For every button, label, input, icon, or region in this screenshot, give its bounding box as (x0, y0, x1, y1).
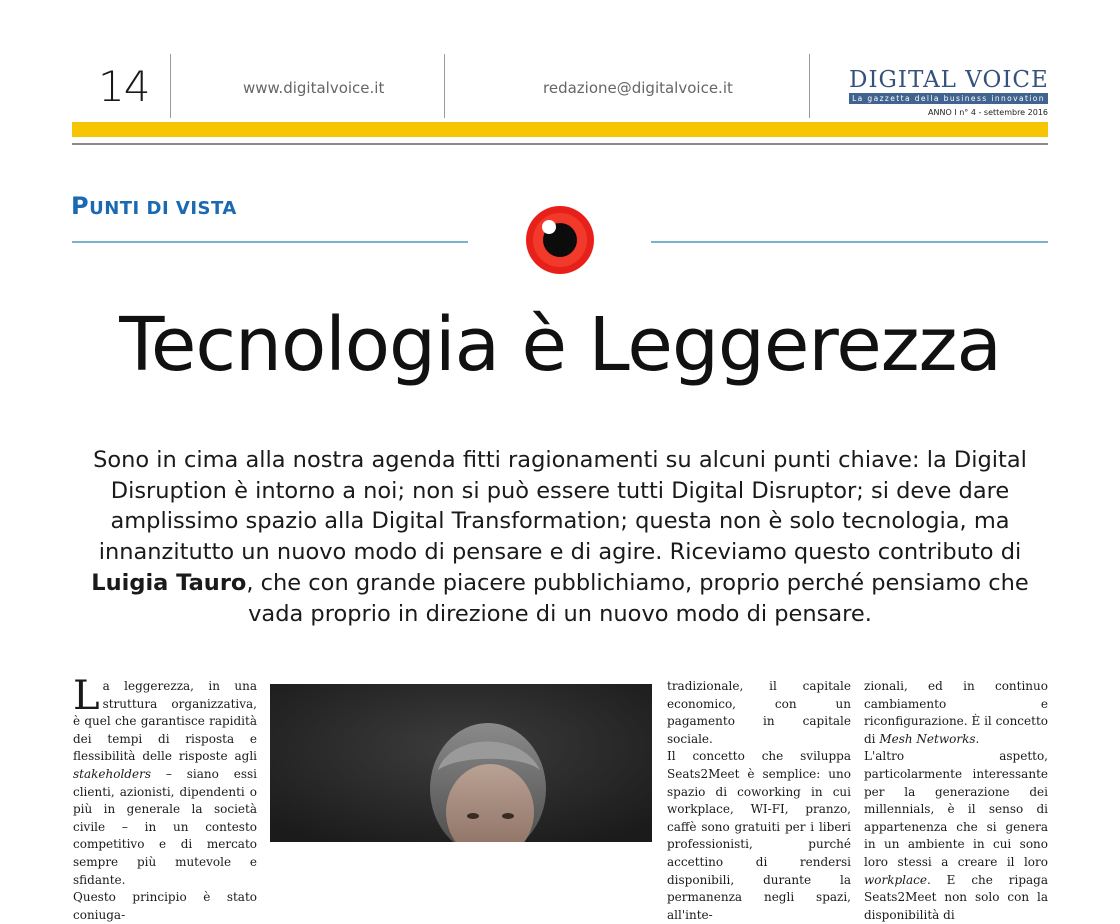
body-paragraph: tradizionale, il capitale economico, con un pagamento in capitale sociale. (667, 679, 851, 746)
header-divider (170, 54, 171, 118)
portrait-image (270, 684, 652, 842)
logo-tagline: La gazzetta della business innovation (849, 93, 1048, 104)
section-rule-right (651, 241, 1048, 243)
header-divider (809, 54, 810, 118)
body-column-1 (73, 673, 257, 924)
body-emphasis: stakeholders (73, 766, 151, 781)
section-label (71, 192, 237, 220)
body-text: a leggerezza, in una struttura organizzativa, è quel che garantisce rapidità dei tempi di risposta e flessibilità delle risposte agli (73, 679, 257, 764)
section-label-rest: UNTI DI VISTA (89, 198, 237, 219)
page-number: 14 (98, 62, 150, 111)
website-link[interactable]: www.digitalvoice.it (243, 79, 385, 97)
section-rule-left (72, 241, 468, 243)
drop-cap: L (73, 673, 100, 719)
eye-icon (525, 205, 595, 275)
body-text: – siano essi clienti, azionisti, dipendenti o più in generale la società civile – in un contesto competitivo e di mercato sempre più mutevole e sfidante. (73, 766, 257, 887)
body-paragraph: Il concetto che sviluppa Seats2Meet è semplice: uno spazio di coworking in cui workplace, WI-FI, pranzo, caffè sono gratuiti per i liberi professionisti, purché accettino di rendersi disponibili, durante la permanenza negli spazi, all'inte- (667, 749, 851, 922)
article-lead (70, 445, 1050, 629)
article-title: Tecnologia è Leggerezza (119, 302, 1001, 388)
body-text: . (975, 731, 980, 746)
header-rule (72, 143, 1048, 145)
issue-info: ANNO I n° 4 - settembre 2016 (928, 108, 1048, 117)
body-text: zionali, ed in continuo cambiamento e riconfigurazione. È il concetto di (864, 679, 1048, 746)
lead-author: Luigia Tauro (91, 569, 247, 596)
header-accent-bar (72, 122, 1048, 137)
author-photo (270, 684, 652, 842)
body-column-3 (667, 678, 851, 924)
section-label-initial: P (71, 192, 90, 220)
body-column-4 (864, 678, 1048, 924)
header-divider (444, 54, 445, 118)
body-emphasis: workplace (864, 872, 927, 887)
masthead-logo[interactable] (849, 68, 1048, 104)
body-text: . E che ripaga Seats2Meet non solo con la disponibilità di (864, 872, 1048, 922)
body-paragraph: Questo principio è stato coniuga- (73, 890, 257, 922)
body-emphasis: Mesh Networks (879, 731, 976, 746)
lead-text: Sono in cima alla nostra agenda fitti ragionamenti su alcuni punti chiave: la Digital Disruption è intorno a noi; non si può essere tutti Digital Disruptor; si deve dare amplissimo spazio alla Digital Transformation; questa non è solo tecnologia, ma innanzitutto un nuovo modo di pensare e di agire. Riceviamo questo contributo di (93, 447, 1027, 566)
email-link[interactable]: redazione@digitalvoice.it (543, 79, 733, 97)
lead-text-end: , che con grande piacere pubblichiamo, proprio perché pensiamo che vada proprio in direzione di un nuovo modo di pensare. (246, 569, 1029, 627)
logo-title: DIGITAL VOICE (849, 67, 1049, 93)
body-text: L'altro aspetto, particolarmente interessante per la generazione dei millennials, è il senso di appartenenza che si genera in un ambiente in cui sono loro stessi a creare il loro (864, 749, 1048, 869)
